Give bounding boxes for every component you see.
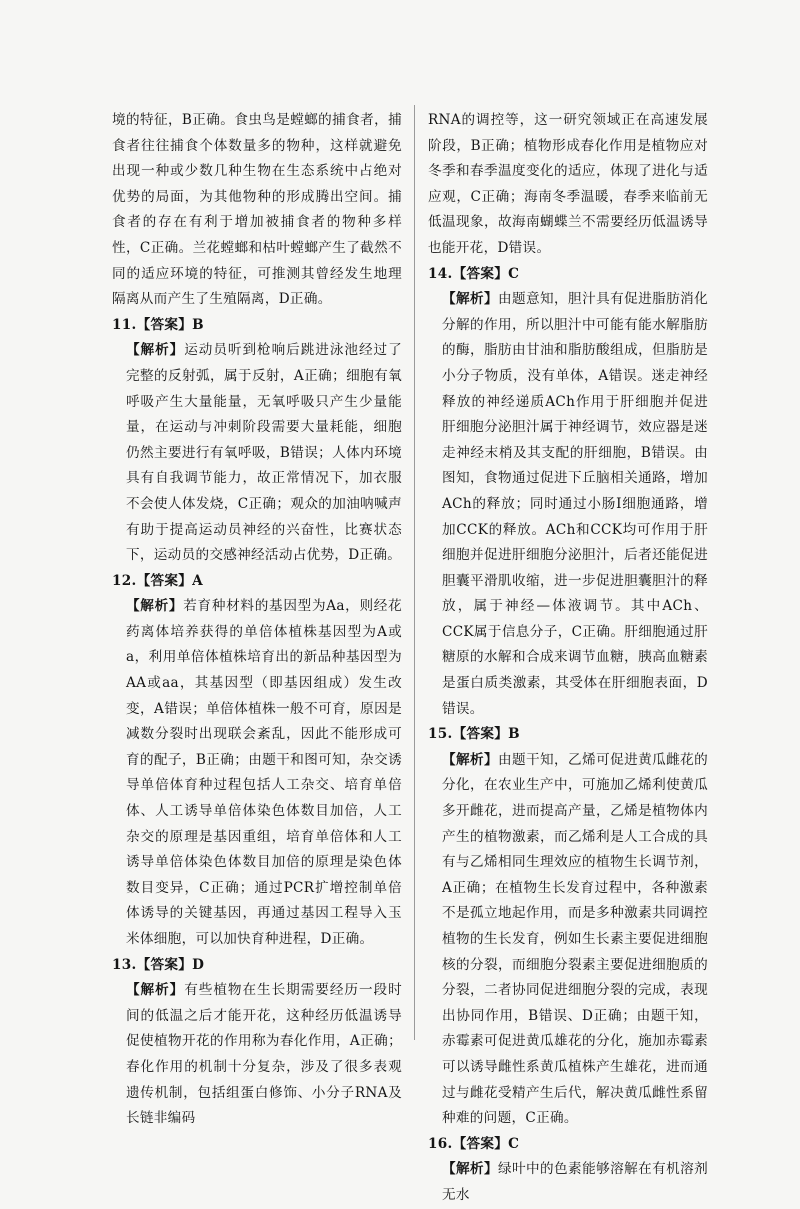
answer-tag: 【答案】 [452,1135,509,1152]
explanation-paragraph [112,594,402,952]
explanation-text: 由题干知，乙烯可促进黄瓜雌花的分化，在农业生产中，可施加乙烯利使黄瓜多开雌花，进而提高产量，乙烯是植物体内产生的植物激素，而乙烯利是人工合成的具有与乙烯相同生理效应的植物生长调节剂，A正确；在植物生长发育过程中，各种激素不是孤立地起作用，而是多种激素共同调控植物的生长发育，例如生长素主要促进细胞核的分裂，而细胞分裂素主要促进细胞质的分裂，二者协同促进细胞分裂的完成，表现出协同作用，B错误、D正确；由题干知，赤霉素可促进黄瓜雄花的分化，施加赤霉素可以诱导雌性系黄瓜植株产生雄花，进而通过与雌花受精产生后代，解决黄瓜雌性系留种难的问题，C正确。 [442,751,709,1127]
question-answer-line [428,1132,708,1158]
answer-tag: 【答案】 [136,956,193,973]
explanation-paragraph [112,978,402,1132]
question-answer-line [428,262,708,288]
question-answer-line [112,953,402,979]
explanation-tag: 【解析】 [442,1161,499,1178]
continuation-text: RNA的调控等，这一研究领域正在高速发展阶段，B正确；植物形成春化作用是植物应对冬季和春季温度变化的适应，体现了进化与适应观，C正确；海南冬季温暖，春季来临前无低温现象，故海南蝴蝶兰不需要经历低温诱导也能开花，D错误。 [428,112,708,256]
explanation-tag: 【解析】 [442,291,499,308]
explanation-paragraph [428,287,708,722]
answer-tag: 【答案】 [136,316,193,333]
question-number: 12. [112,572,137,589]
answer-choice: B [508,726,520,743]
answer-choice: B [192,316,204,333]
question-number: 15. [428,726,453,743]
question-number: 13. [112,956,137,973]
explanation-text: 由题意知，胆汁具有促进脂肪消化分解的作用，所以胆汁中可能有能水解脂肪的酶，脂肪由甘油和脂肪酸组成，但脂肪是小分子物质，没有单体，A错误。迷走神经释放的神经递质ACh作用于肝细胞并促进肝细胞分泌胆汁属于神经调节，效应器是迷走神经末梢及其支配的肝细胞，B错误。由图知，食物通过促进下丘脑相关通路，增加ACh的释放；同时通过小肠Ⅰ细胞通路，增加CCK的释放。ACh和CCK均可作用于肝细胞并促进肝细胞分泌胆汁，后者还能促进胆囊平滑肌收缩，进一步促进胆囊胆汁的释放，属于神经—体液调节。其中ACh、CCK属于信息分子，C正确。肝细胞通过肝糖原的水解和合成来调节血糖，胰高血糖素是蛋白质类激素，其受体在肝细胞表面，D错误。 [442,291,709,717]
explanation-paragraph [428,1157,708,1208]
explanation-text: 运动员听到枪响后跳进泳池经过了完整的反射弧，属于反射，A正确；细胞有氧呼吸产生大量能量，无氧呼吸只产生少量能量，在运动与冲刺阶段需要大量耗能，细胞仍然主要进行有氧呼吸，B错误；人体内环境具有自我调节能力，故正常情况下，加衣服不会使人体发烧，C正确；观众的加油呐喊声有助于提高运动员神经的兴奋性，比赛状态下，运动员的交感神经活动占优势，D正确。 [126,342,403,564]
explanation-text: 若育种材料的基因型为Aa，则经花药离体培养获得的单倍体植株基因型为A或a，利用单倍体植株培育出的新品种基因型为AA或aa，其基因型（即基因组成）发生改变，A错误；单倍体植株一般不可育，原因是减数分裂时出现联会紊乱，因此不能形成可育的配子，B正确；由题干和图可知，杂交诱导单倍体育种过程包括人工杂交、培育单倍体、人工诱导单倍体染色体数目加倍，人工杂交的原理是基因重组，培育单倍体和人工诱导单倍体染色体数目加倍的原理是染色体数目变异，C正确；通过PCR扩增控制单倍体诱导的关键基因，再通过基因工程导入玉米体细胞，可以加快育种进程，D正确。 [126,598,402,947]
answer-tag: 【答案】 [452,726,509,743]
question-number: 11. [112,316,137,333]
explanation-paragraph [112,338,402,568]
column-divider [414,105,415,1040]
question-number: 14. [428,265,453,282]
explanation-paragraph [428,748,708,1132]
question-answer-line [428,722,708,748]
explanation-tag: 【解析】 [126,598,184,615]
continuation-text: 境的特征，B正确。食虫鸟是螳螂的捕食者，捕食者往往捕食个体数量多的物种，这样就避免出现一种或少数几种生物在生态系统中占绝对优势的局面，为其他物种的形成腾出空间。捕食者的存在有利于增加被捕食者的物种多样性，C正确。兰花螳螂和枯叶螳螂产生了截然不同的适应环境的特征，可推测其曾经发生地理隔离从而产生了生殖隔离，D正确。 [112,112,402,308]
question-answer-line [112,569,402,595]
answer-choice: A [192,572,203,589]
explanation-text: 绿叶中的色素能够溶解在有机溶剂无水 [442,1161,709,1203]
answer-tag: 【答案】 [136,572,193,589]
explanation-tag: 【解析】 [442,751,499,768]
question-answer-line [112,313,402,339]
answer-tag: 【答案】 [452,265,509,282]
question-number: 16. [428,1135,453,1152]
left-column [112,108,402,1132]
answer-choice: C [508,1135,520,1152]
answer-choice: C [508,265,520,282]
answer-choice: D [192,956,205,973]
explanation-tag: 【解析】 [126,982,185,999]
explanation-tag: 【解析】 [126,342,185,359]
explanation-text: 有些植物在生长期需要经历一段时间的低温之后才能开花，这种经历低温诱导促使植物开花的作用称为春化作用，A正确；春化作用的机制十分复杂，涉及了很多表观遗传机制，包括组蛋白修饰、小分子RNA及长链非编码 [126,982,403,1127]
right-column [428,108,708,1209]
